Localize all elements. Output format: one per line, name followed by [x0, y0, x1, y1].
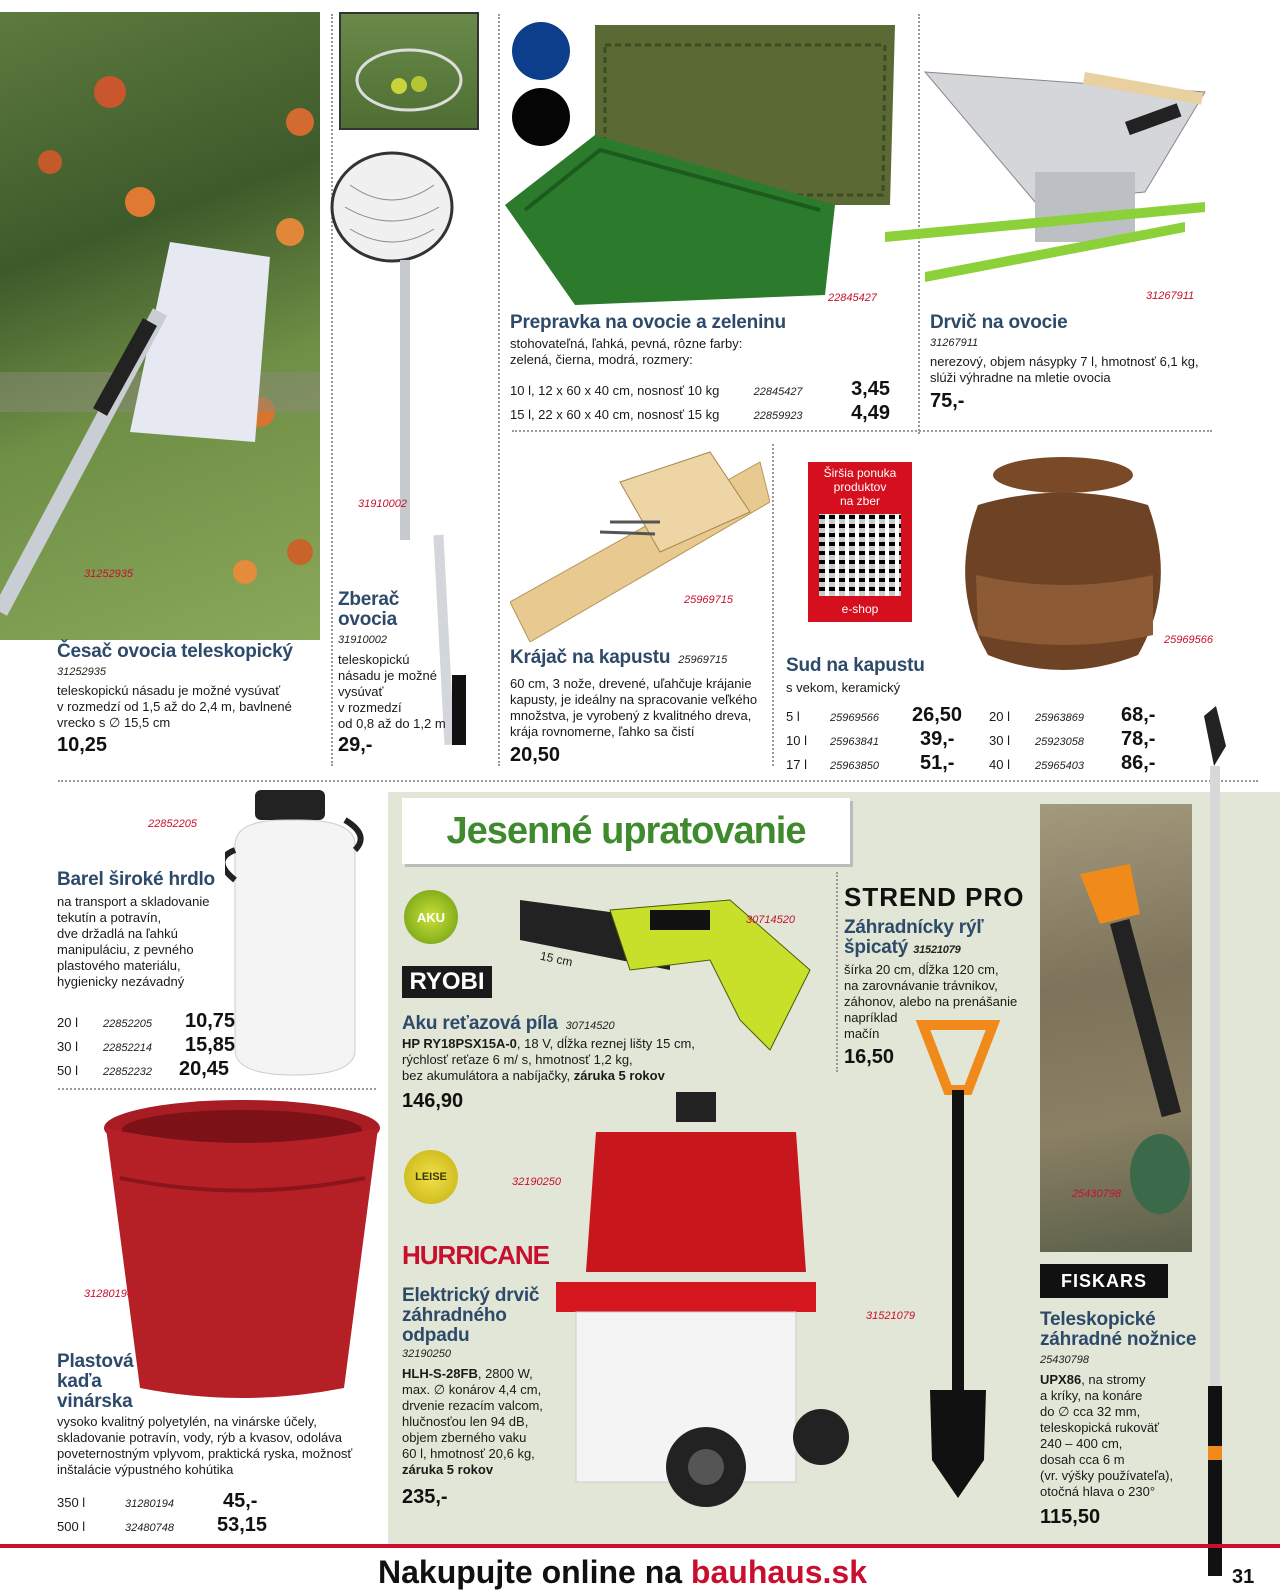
product-subtitle: s vekom, keramický — [786, 680, 901, 695]
product-price: 29,- — [338, 734, 373, 756]
ryobi-logo: RYOBI — [402, 966, 492, 998]
product-code: 31910002 — [358, 498, 407, 510]
product-title: Záhradnícky rýľ špicatý 31521079 — [844, 917, 984, 958]
product-code: 31521079 — [866, 1310, 915, 1322]
product-description: nerezový, objem násypky 7 l, hmotnosť 6,1 kg, slúži výhradne na mletie ovocia — [930, 354, 1199, 385]
leise-badge: LEISE — [404, 1150, 458, 1204]
fiskars-logo: FISKARS — [1040, 1264, 1168, 1298]
product-code: 32190250 — [402, 1348, 451, 1360]
product-code: 31267911 — [930, 337, 979, 349]
product-price: 16,50 — [844, 1046, 895, 1068]
product-code: 31280194 — [84, 1288, 133, 1300]
plastic-barrel-illustration — [225, 790, 375, 1080]
footer-site-link[interactable]: bauhaus.sk — [690, 1554, 867, 1590]
eshop-qr-box[interactable]: Širšia ponuka produktov na zber e-shop — [808, 462, 912, 622]
product-description: vysoko kvalitný polyetylén, na vinárske účely, skladovanie potravín, vody, rýb a kvasov, odoláva poveternostným vplyvom, praktická ryska, možnosť inštalácie výpustného kohútika — [57, 1414, 353, 1477]
qr-code[interactable] — [819, 514, 901, 596]
strend-pro-logo: STREND PRO — [844, 882, 1025, 912]
crates-illustration — [505, 5, 905, 305]
product-title: Krájač na kapustu — [510, 647, 671, 668]
fruit-picker-photo — [0, 12, 320, 640]
product-price: 10,25 — [57, 734, 108, 756]
product-description: 60 cm, 3 nože, drevené, uľahčuje krájanie kapusty, je ideálny na spracovanie veľkého množstva, je vyrobený z kvalitného dreva, krája rovnomerne, ľahko sa čistí — [510, 676, 758, 739]
product-code: 30714520 — [746, 914, 795, 926]
product-code: 25969715 — [678, 654, 728, 666]
footer-cta[interactable]: Nakupujte online na bauhaus.sk — [378, 1554, 867, 1590]
cabbage-slicer-illustration — [510, 442, 770, 642]
page-number: 31 — [1232, 1566, 1255, 1588]
product-price: 146,90 — [402, 1090, 464, 1112]
product-price: 20,50 — [510, 744, 561, 766]
pruner-photo — [1040, 804, 1192, 1252]
product-code: 30714520 — [565, 1020, 615, 1032]
product-title: Teleskopické záhradné nožnice — [1040, 1309, 1197, 1350]
product-title: Sud na kapustu — [786, 655, 925, 676]
shredder-illustration — [556, 1092, 856, 1512]
product-description: teleskopickú násadu je možné vysúvať v rozmedzí od 0,8 až do 1,2 m — [338, 652, 446, 731]
divider — [836, 872, 838, 1072]
variant-row: 350 l 31280194 45,- — [57, 1490, 258, 1512]
variant-row: 20 l 22852205 10,75 — [57, 1010, 236, 1032]
product-description: HP RY18PSX15A-0, 18 V, dĺžka reznej lišty 15 cm, rýchlosť reťaze 6 m/ s, hmotnosť 1,2 kg, bez akumulátora a nabíjačky, záruka 5 rokov — [402, 1036, 695, 1083]
aku-badge: AKU — [404, 890, 458, 944]
product-code: 32190250 — [512, 1176, 561, 1188]
grinder-illustration — [885, 52, 1215, 282]
divider — [772, 444, 774, 766]
product-code: 31252935 — [84, 568, 133, 580]
product-description: šírka 20 cm, dĺžka 120 cm, na zarovnávanie trávnikov, záhonov, alebo na prenášanie napríklad mačín — [844, 962, 1018, 1041]
wine-tub-illustration — [100, 1098, 390, 1408]
product-title-row — [402, 1014, 615, 1034]
product-code: 31910002 — [338, 634, 387, 646]
product-code: 22845427 — [828, 292, 877, 304]
divider — [512, 430, 1212, 432]
variant-row: 50 l 22852232 20,45 — [57, 1058, 230, 1080]
product-code: 25430798 — [1040, 1354, 1089, 1366]
product-price: 115,50 — [1040, 1506, 1101, 1528]
variant-row: 15 l, 22 x 60 x 40 cm, nosnosť 15 kg 22859923 4,49 — [510, 402, 890, 424]
product-code: 31267911 — [1146, 290, 1195, 302]
variant-row: 30 l 22852214 15,85 — [57, 1034, 236, 1056]
product-price: 75,- — [930, 390, 965, 412]
product-description: na transport a skladovanie tekutín a potravín, dve držadlá na ľahkú manipuláciu, z pevného plastového materiálu, hygienicky nezávadný — [57, 894, 210, 989]
product-title: Barel široké hrdlo — [57, 869, 215, 890]
divider — [58, 780, 1258, 782]
product-title: Zberač ovocia — [338, 589, 400, 630]
product-title: Česač ovocia teleskopický — [57, 641, 293, 662]
product-title: Elektrický drvič záhradného odpadu — [402, 1285, 540, 1346]
product-code: 25969566 — [1164, 634, 1213, 646]
product-title: Aku reťazová píla — [402, 1013, 558, 1034]
ceramic-barrel-illustration — [948, 445, 1188, 685]
variant-row: 10 l, 12 x 60 x 40 cm, nosnosť 10 kg 22845427 3,45 — [510, 378, 890, 400]
product-title: Drvič na ovocie — [930, 312, 1068, 333]
fruit-picker-illustration — [0, 12, 320, 640]
section-banner: Jesenné upratovanie — [402, 798, 850, 864]
product-price: 235,- — [402, 1486, 448, 1508]
product-code: 25430798 — [1072, 1188, 1121, 1200]
product-code: 25969715 — [684, 594, 733, 606]
variant-row: 500 l 32480748 53,15 — [57, 1514, 268, 1536]
product-title-row — [510, 648, 727, 668]
product-description: stohovateľná, ľahká, pevná, rôzne farby: zelená, čierna, modrá, rozmery: — [510, 336, 743, 367]
product-code: 22852205 — [148, 818, 197, 830]
collector-photo — [339, 12, 479, 130]
product-description: UPX86, na stromy a kríky, na konáre do ∅ cca 32 mm, teleskopická rukoväť 240 – 400 cm, dosah cca 6 m (vr. výšky používateľa), otočná hlava o 230° — [1040, 1372, 1174, 1499]
product-code: 31252935 — [57, 666, 106, 678]
product-title: Prepravka na ovocie a zeleninu — [510, 312, 786, 333]
footer-rule — [0, 1544, 1280, 1548]
product-description: teleskopickú násadu je možné vysúvať v rozmedzí od 1,5 až do 2,4 m, bavlnené vrecko s ∅ 15,5 cm — [57, 683, 292, 730]
product-description: HLH-S-28FB, 2800 W, max. ∅ konárov 4,4 cm, drvenie rezacím valcom, hlučnosťou len 94 dB, objem zberného vaku 60 l, hmotnosť 20,6 kg, záruka 5 rokov — [402, 1366, 543, 1477]
product-title: Plastová kaďa vinárska — [57, 1351, 134, 1412]
spade-illustration — [908, 1020, 1008, 1500]
bar-length-label: 15 cm — [538, 948, 574, 970]
telescopic-shears-illustration — [1192, 706, 1242, 1586]
hurricane-logo: HURRICANE — [402, 1240, 549, 1270]
divider — [498, 14, 500, 766]
product-code: 31521079 — [913, 944, 961, 956]
divider — [58, 1088, 376, 1090]
